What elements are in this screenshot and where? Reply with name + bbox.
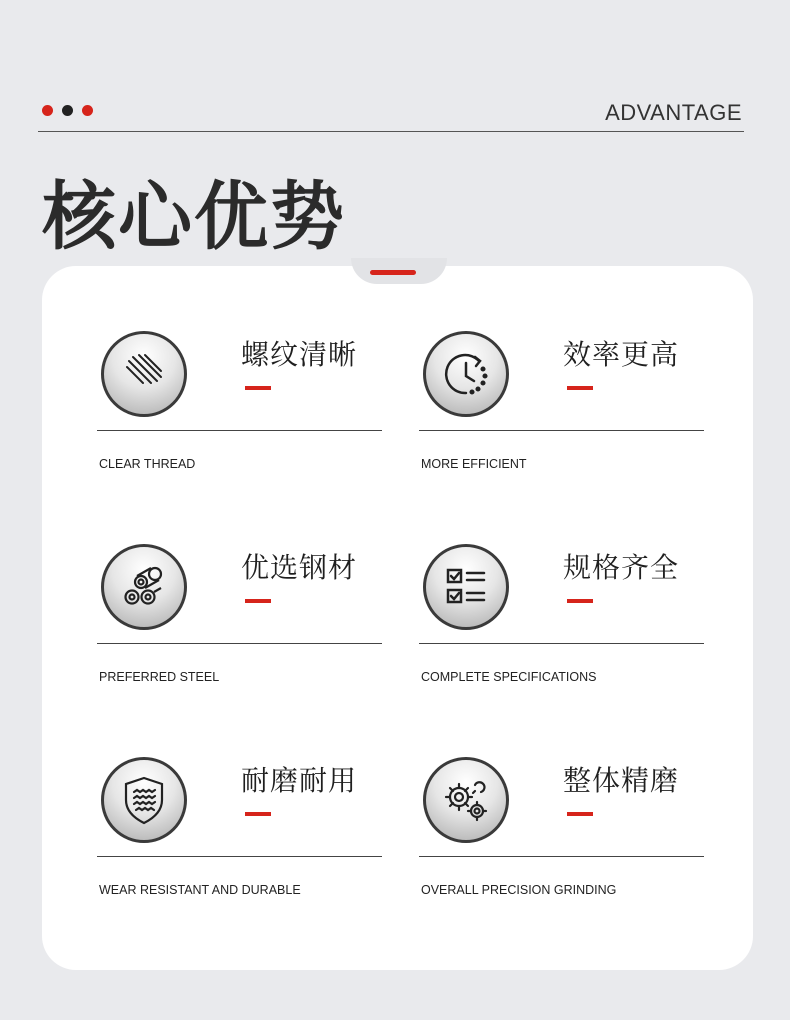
feature-label: OVERALL PRECISION GRINDING xyxy=(421,883,617,897)
page-title: 核心优势 xyxy=(42,174,346,260)
accent-dash xyxy=(567,386,593,390)
feature-title: 规格齐全 xyxy=(563,551,680,584)
steel-bars-icon xyxy=(101,544,187,630)
feature-label: MORE EFFICIENT xyxy=(421,457,527,471)
feature-label: COMPLETE SPECIFICATIONS xyxy=(421,670,597,684)
accent-dash xyxy=(245,599,271,603)
dot-1 xyxy=(42,105,53,116)
feature-precision-grinding xyxy=(419,757,704,917)
feature-title: 螺纹清晰 xyxy=(241,338,358,371)
feature-divider xyxy=(97,856,382,857)
feature-divider xyxy=(419,430,704,431)
advantage-label: ADVANTAGE xyxy=(605,100,742,125)
feature-divider xyxy=(419,856,704,857)
feature-label: CLEAR THREAD xyxy=(99,457,196,471)
shield-icon xyxy=(101,757,187,843)
gears-icon xyxy=(423,757,509,843)
thread-icon xyxy=(101,331,187,417)
feature-label: PREFERRED STEEL xyxy=(99,670,220,684)
feature-divider xyxy=(97,430,382,431)
feature-wear-resistant xyxy=(97,757,382,917)
header-divider xyxy=(38,131,744,132)
feature-title: 整体精磨 xyxy=(563,764,680,797)
feature-title: 耐磨耐用 xyxy=(241,764,358,797)
checklist-icon xyxy=(423,544,509,630)
feature-preferred-steel xyxy=(97,544,382,704)
feature-title: 效率更高 xyxy=(563,338,680,371)
dot-2 xyxy=(62,105,73,116)
feature-title: 优选钢材 xyxy=(241,551,358,584)
feature-complete-specifications xyxy=(419,544,704,704)
feature-more-efficient xyxy=(419,331,704,491)
accent-dash xyxy=(245,386,271,390)
clock-icon xyxy=(423,331,509,417)
feature-clear-thread xyxy=(97,331,382,491)
feature-divider xyxy=(419,643,704,644)
accent-dash xyxy=(245,812,271,816)
accent-dash xyxy=(567,812,593,816)
decorative-dots xyxy=(42,105,93,116)
dot-3 xyxy=(82,105,93,116)
feature-label: WEAR RESISTANT AND DURABLE xyxy=(99,883,301,897)
accent-dash xyxy=(567,599,593,603)
notch-accent-bar xyxy=(370,270,416,275)
feature-divider xyxy=(97,643,382,644)
features-card xyxy=(42,266,753,970)
